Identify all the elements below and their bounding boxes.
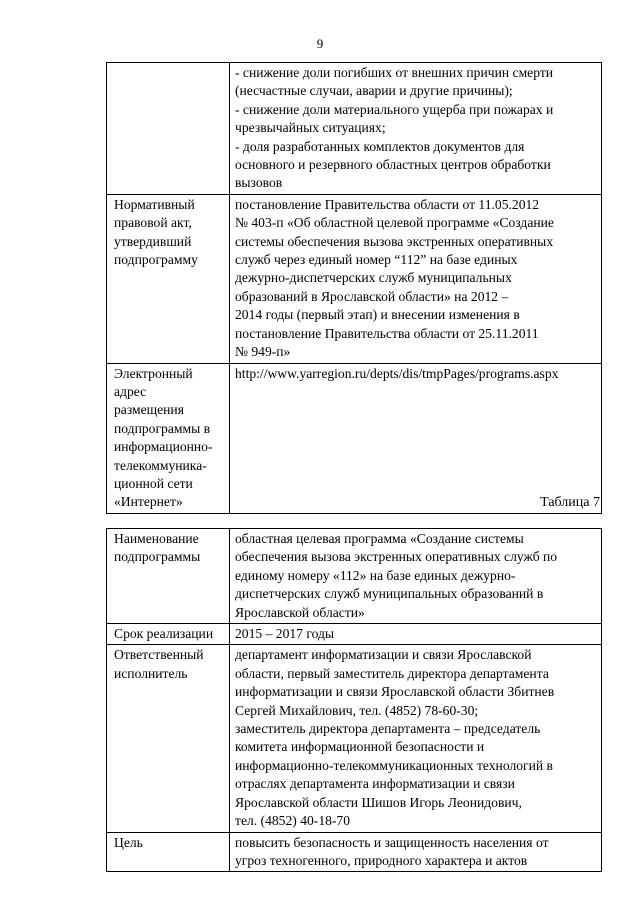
value-line: (несчастные случаи, аварии и другие причины); xyxy=(235,83,513,99)
table-row xyxy=(107,624,602,645)
value-line: чрезвычайных ситуациях; xyxy=(235,120,386,136)
value-line: постановление Правительства области от 25.11.2011 xyxy=(235,325,539,341)
value-line: информационно-телекоммуникационных технологий в xyxy=(235,757,553,773)
row-label-cell xyxy=(107,529,230,624)
value-line: Ярославской области Шишов Игорь Леонидович, xyxy=(235,794,522,810)
value-line: тел. (4852) 40-18-70 xyxy=(235,813,351,829)
table-row xyxy=(107,363,602,513)
value-line: - снижение доли материального ущерба при пожарах и xyxy=(235,101,554,117)
value-line: служб через единый номер “112” на базе единых xyxy=(235,252,518,268)
row-label-cell xyxy=(107,194,230,363)
value-line: единому номеру «112» на базе единых дежурно- xyxy=(235,567,516,583)
value-line: 2014 годы (первый этап) и внесении изменения в xyxy=(235,307,520,323)
page-number: 9 xyxy=(316,36,324,51)
value-line: постановление Правительства области от 11.05.2012 xyxy=(235,196,540,212)
row-value-cell xyxy=(230,624,602,645)
value-line: отраслях департамента информатизации и связи xyxy=(235,776,515,792)
label-line: Наименование xyxy=(114,531,199,546)
value-line: вызовов xyxy=(235,175,283,191)
row-value-cell xyxy=(230,529,602,624)
row-label-cell xyxy=(107,63,230,195)
row-label-cell xyxy=(107,624,230,645)
label-line: Цель xyxy=(114,834,143,850)
label-line: информационно- xyxy=(114,439,213,455)
table-row xyxy=(107,63,602,195)
label-line: Электронный xyxy=(114,365,193,381)
row-value-cell xyxy=(230,194,602,363)
passport-table-7 xyxy=(106,528,602,872)
value-line: департамент информатизации и связи Ярославской xyxy=(235,647,532,663)
label-line: «Интернет» xyxy=(114,494,183,510)
value-line: заместитель директора департамента – председатель xyxy=(235,721,541,737)
table-row xyxy=(107,529,602,624)
label-line: адрес xyxy=(114,383,147,399)
value-line: № 403-п «Об областной целевой программе «Создание xyxy=(235,215,554,231)
value-line: 2015 – 2017 годы xyxy=(235,626,335,642)
value-line: диспетчерских служб муниципальных образований в xyxy=(235,586,544,602)
label-line: подпрограммы в xyxy=(114,420,211,436)
value-line: системы обеспечения вызова экстренных оперативных xyxy=(235,233,554,249)
table-row xyxy=(107,832,602,872)
label-line: подпрограмму xyxy=(114,252,198,268)
value-line: образований в Ярославской области» на 2012 – xyxy=(235,288,509,304)
value-line: повысить безопасность и защищенность населения от xyxy=(235,834,549,850)
row-value-cell xyxy=(230,645,602,832)
value-line: областная целевая программа «Создание системы xyxy=(235,531,524,546)
table-row xyxy=(107,645,602,832)
value-line: основного и резервного областных центров обработки xyxy=(235,157,551,173)
table-body xyxy=(107,63,602,514)
label-line: подпрограммы xyxy=(114,549,201,565)
value-line: http://www.yarregion.ru/depts/dis/tmpPages/programs.aspx xyxy=(235,365,559,381)
value-line: дежурно-диспетчерских служб муниципальных xyxy=(235,270,512,286)
row-value-cell xyxy=(230,63,602,195)
label-line: размещения xyxy=(114,402,184,418)
table-row xyxy=(107,194,602,363)
value-line: № 949-п» xyxy=(235,344,291,360)
table-body xyxy=(107,529,602,872)
value-line: угроз техногенного, природного характера и актов xyxy=(235,852,528,868)
row-value-cell xyxy=(230,832,602,872)
value-line: обеспечения вызова экстренных оперативных служб по xyxy=(235,549,558,565)
label-line: исполнитель xyxy=(114,665,188,681)
value-line: - доля разработанных комплектов документов для xyxy=(235,138,525,154)
label-line: утвердивший xyxy=(114,233,192,249)
label-line: правовой акт, xyxy=(114,215,192,231)
passport-table-continued xyxy=(106,62,602,514)
value-line: области, первый заместитель директора департамента xyxy=(235,665,549,681)
value-line: Сергей Михайлович, тел. (4852) 78-60-30; xyxy=(235,702,479,718)
value-line: комитета информационной безопасности и xyxy=(235,739,485,755)
label-line: телекоммуника- xyxy=(114,457,207,473)
label-line: Нормативный xyxy=(114,196,195,212)
row-label-cell xyxy=(107,645,230,832)
value-line: Ярославской области» xyxy=(235,604,365,620)
label-line: ционной сети xyxy=(114,475,193,491)
value-line: информатизации и связи Ярославской области Збитнев xyxy=(235,684,555,700)
row-label-cell xyxy=(107,832,230,872)
row-label-cell xyxy=(107,363,230,513)
row-value-cell xyxy=(230,363,602,513)
label-line: Ответственный xyxy=(114,647,204,663)
label-line: Срок реализации xyxy=(114,626,214,642)
value-line: - снижение доли погибших от внешних причин смерти xyxy=(235,65,554,80)
table-caption: Таблица 7 xyxy=(540,495,600,510)
